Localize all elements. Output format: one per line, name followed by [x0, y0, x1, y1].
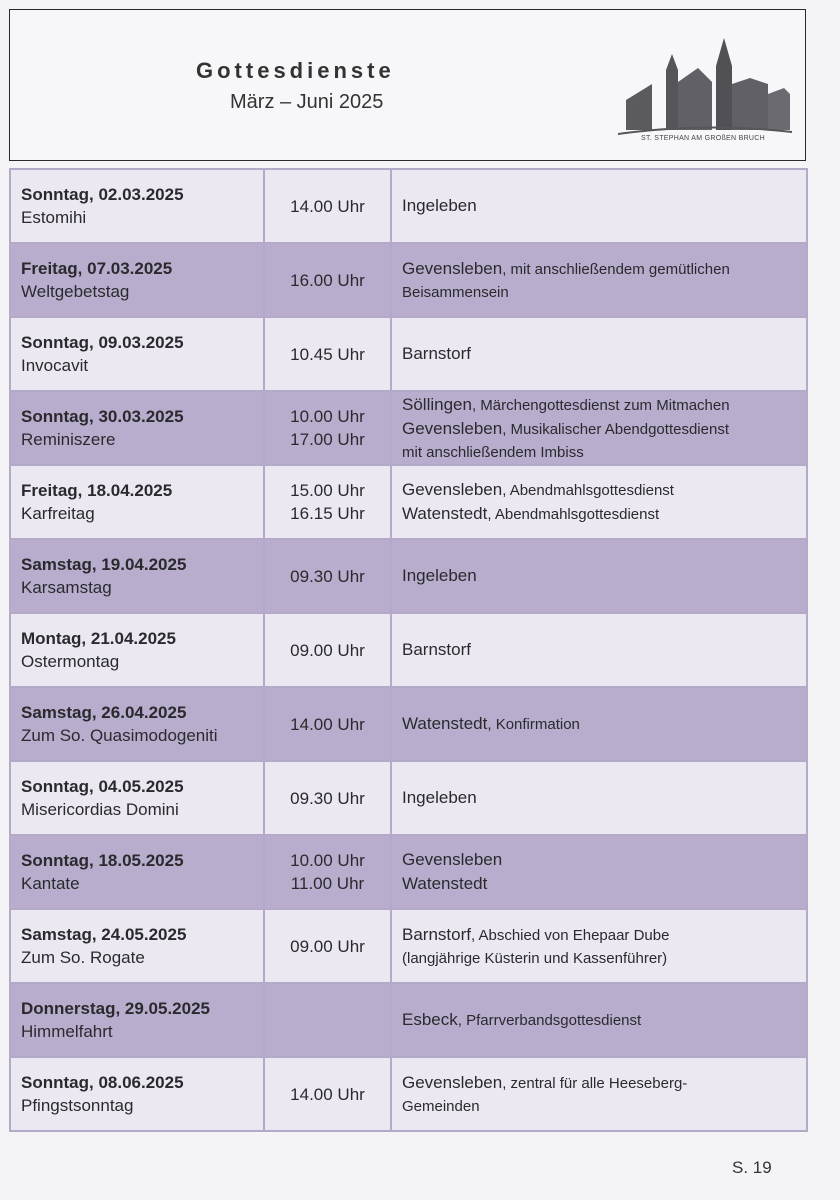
place-cell	[391, 983, 807, 1057]
service-day: Sonntag, 02.03.2025	[21, 185, 184, 204]
time-cell	[264, 835, 391, 909]
table-row	[10, 761, 807, 835]
service-time: 09.30 Uhr	[290, 566, 365, 586]
service-time: 17.00 Uhr	[290, 430, 365, 449]
page-number: S. 19	[732, 1158, 772, 1177]
date-cell	[10, 391, 264, 465]
date-cell	[10, 243, 264, 317]
date-cell	[10, 1057, 264, 1131]
place-cell	[391, 687, 807, 761]
service-day: Sonntag, 09.03.2025	[21, 333, 184, 352]
service-occasion: Himmelfahrt	[21, 1022, 113, 1041]
place-cell	[391, 539, 807, 613]
service-occasion: Pfingstsonntag	[21, 1096, 134, 1115]
service-place: Gevensleben	[402, 418, 503, 438]
service-day: Sonntag, 30.03.2025	[21, 407, 184, 426]
logo-caption: ST. STEPHAN AM GROßEN BRUCH	[640, 135, 765, 142]
time-cell	[264, 909, 391, 983]
service-time: 09.30 Uhr	[290, 788, 365, 808]
service-entry	[402, 638, 796, 662]
service-entry	[402, 786, 796, 810]
time-cell	[264, 465, 391, 539]
service-place: Watenstedt	[402, 504, 488, 523]
service-occasion: Estomihi	[21, 208, 87, 227]
time-cell	[264, 539, 391, 613]
service-note-continuation: mit anschließendem Imbiss	[402, 443, 584, 461]
service-time: 15.00 Uhr	[290, 481, 365, 500]
service-place: Ingeleben	[402, 788, 477, 807]
service-time: 11.00 Uhr	[290, 874, 365, 893]
time-cell	[264, 1057, 391, 1131]
church-logo-icon	[612, 34, 794, 150]
service-occasion: Weltgebetstag	[21, 282, 130, 301]
service-note: , Konfirmation	[487, 716, 580, 733]
service-day: Sonntag, 08.06.2025	[21, 1073, 184, 1092]
place-cell	[391, 761, 807, 835]
service-place: Watenstedt	[402, 874, 488, 893]
service-time: 10.00 Uhr	[290, 407, 365, 426]
service-occasion: Kantate	[21, 874, 80, 893]
service-occasion: Reminiszere	[21, 430, 116, 449]
service-time: 16.00 Uhr	[290, 270, 365, 290]
service-entry	[402, 1008, 796, 1032]
service-day: Samstag, 19.04.2025	[21, 555, 187, 574]
service-entry	[402, 194, 796, 218]
place-cell	[391, 1057, 807, 1131]
service-entry	[402, 1071, 796, 1095]
service-occasion: Zum So. Rogate	[21, 948, 145, 967]
service-occasion: Karfreitag	[21, 504, 95, 523]
time-cell	[264, 391, 391, 465]
time-cell	[264, 761, 391, 835]
service-day: Samstag, 26.04.2025	[21, 703, 187, 722]
service-entry	[402, 342, 796, 366]
service-note: , mit anschließendem gemütlichen	[502, 260, 730, 278]
date-cell	[10, 909, 264, 983]
table-row	[10, 243, 807, 317]
service-note: , Märchengottesdienst zum Mitmachen	[471, 396, 730, 414]
service-entry	[402, 393, 796, 417]
service-place: Gevensleben	[402, 258, 503, 278]
table-row	[10, 983, 807, 1057]
table-row	[10, 909, 807, 983]
time-cell	[264, 169, 391, 243]
date-cell	[10, 317, 264, 391]
service-place: Gevensleben	[402, 480, 503, 499]
table-row	[10, 391, 807, 465]
service-entry	[402, 478, 796, 502]
place-cell	[391, 909, 807, 983]
place-cell	[391, 169, 807, 243]
date-cell	[10, 169, 264, 243]
service-place: Söllingen	[402, 394, 472, 414]
place-cell	[391, 317, 807, 391]
service-entry	[402, 564, 796, 588]
service-note-continuation: Beisammensein	[402, 283, 509, 301]
service-time: 09.00 Uhr	[290, 936, 365, 956]
service-place: Barnstorf	[402, 344, 471, 363]
service-time: 16.15 Uhr	[290, 504, 365, 523]
service-time: 09.00 Uhr	[290, 640, 365, 660]
service-day: Montag, 21.04.2025	[21, 629, 176, 648]
place-cell	[391, 391, 807, 465]
service-occasion: Ostermontag	[21, 652, 120, 671]
date-cell	[10, 613, 264, 687]
date-cell	[10, 539, 264, 613]
service-time: 10.45 Uhr	[290, 344, 365, 364]
service-time: 14.00 Uhr	[290, 1084, 365, 1104]
service-day: Sonntag, 18.05.2025	[21, 851, 184, 870]
table-row	[10, 317, 807, 391]
service-entry	[402, 417, 796, 441]
service-place: Watenstedt	[402, 714, 488, 733]
page-title: Gottesdienste	[196, 58, 395, 83]
table-row	[10, 169, 807, 243]
time-cell	[264, 983, 391, 1057]
table-row	[10, 539, 807, 613]
place-cell	[391, 613, 807, 687]
service-note: , Abendmahlsgottesdienst	[487, 506, 660, 523]
time-cell	[264, 687, 391, 761]
service-day: Freitag, 07.03.2025	[21, 259, 173, 278]
service-place: Gevensleben	[402, 850, 503, 869]
service-occasion: Karsamstag	[21, 578, 112, 597]
time-cell	[264, 243, 391, 317]
date-cell	[10, 465, 264, 539]
place-cell	[391, 835, 807, 909]
table-row	[10, 835, 807, 909]
service-note: , Abschied von Ehepaar Dube	[470, 926, 670, 944]
service-occasion: Misericordias Domini	[21, 800, 179, 819]
service-entry	[402, 502, 796, 526]
time-cell	[264, 317, 391, 391]
service-time: 10.00 Uhr	[290, 851, 365, 870]
table-row	[10, 465, 807, 539]
service-note: , Abendmahlsgottesdienst	[502, 482, 674, 499]
service-schedule-table	[9, 168, 808, 1132]
service-note: , Pfarrverbandsgottesdienst	[457, 1012, 642, 1029]
time-cell	[264, 613, 391, 687]
date-cell	[10, 761, 264, 835]
date-cell	[10, 687, 264, 761]
service-time: 14.00 Uhr	[290, 196, 365, 216]
service-note-continuation: (langjährige Küsterin und Kassenführer)	[402, 949, 668, 967]
service-entry	[402, 257, 796, 281]
table-row	[10, 687, 807, 761]
service-entry	[402, 848, 796, 872]
service-day: Donnerstag, 29.05.2025	[21, 999, 210, 1018]
service-place: Gevensleben	[402, 1072, 503, 1092]
table-row	[10, 613, 807, 687]
place-cell	[391, 243, 807, 317]
service-place: Ingeleben	[402, 566, 477, 585]
service-place: Esbeck	[402, 1010, 458, 1029]
service-occasion: Zum So. Quasimodogeniti	[21, 726, 218, 745]
service-day: Samstag, 24.05.2025	[21, 925, 187, 944]
service-note: , zentral für alle Heeseberg-	[502, 1074, 688, 1092]
service-day: Freitag, 18.04.2025	[21, 481, 173, 500]
service-day: Sonntag, 04.05.2025	[21, 777, 184, 796]
service-place: Barnstorf	[402, 924, 471, 944]
service-note-continuation: Gemeinden	[402, 1097, 480, 1115]
table-row	[10, 1057, 807, 1131]
page-subtitle: März – Juni 2025	[230, 91, 384, 113]
service-place: Barnstorf	[402, 640, 471, 659]
service-occasion: Invocavit	[21, 356, 89, 375]
service-time: 14.00 Uhr	[290, 714, 365, 734]
service-note: , Musikalischer Abendgottesdienst	[502, 420, 729, 438]
service-entry	[402, 712, 796, 736]
date-cell	[10, 983, 264, 1057]
date-cell	[10, 835, 264, 909]
service-place: Ingeleben	[402, 196, 477, 215]
place-cell	[391, 465, 807, 539]
service-entry	[402, 872, 796, 896]
service-entry	[402, 923, 796, 947]
